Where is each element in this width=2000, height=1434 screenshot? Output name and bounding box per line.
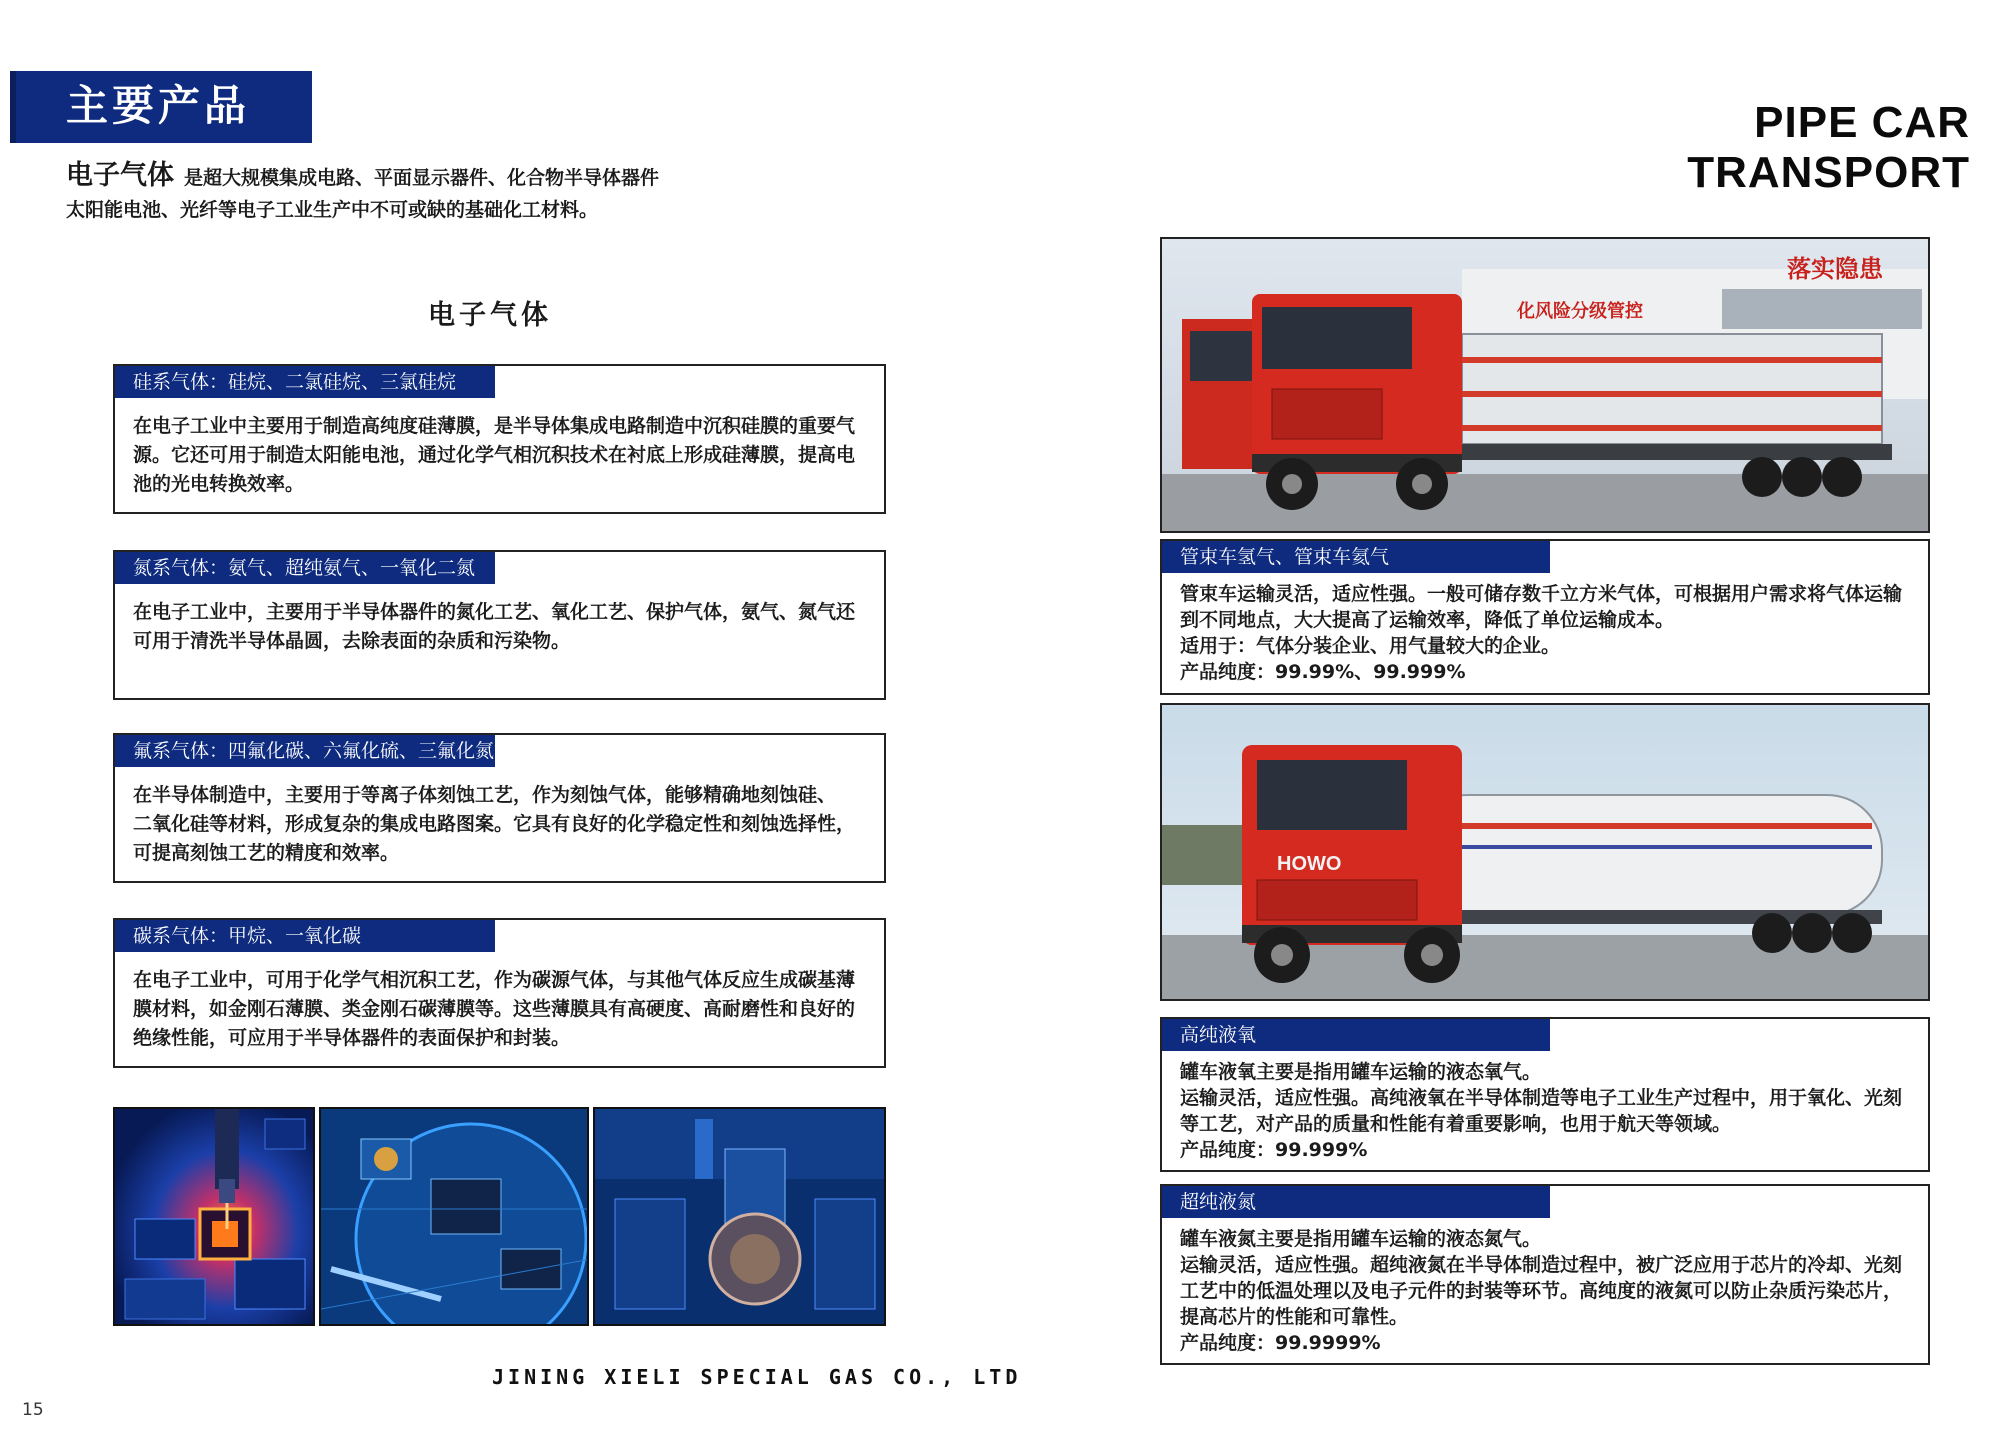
gas-box-body <box>133 598 866 656</box>
gas-line: 在半导体制造中，主要用于等离子体刻蚀工艺，作为刻蚀气体，能够精确地刻蚀硅、 <box>133 784 837 806</box>
en-page-title: PIPE CAR TRANSPORT <box>1687 98 1970 197</box>
gas-line: 在电子工业中主要用于制造高纯度硅薄膜，是半导体集成电路制造中沉积硅膜的重要气 <box>133 415 856 437</box>
info-line: 产品纯度：99.99%、99.999% <box>1180 661 1466 683</box>
info-box-title: 管束车氢气、管束车氦气 <box>1162 541 1550 573</box>
gas-line: 可用于清洗半导体晶圆，去除表面的杂质和污染物。 <box>133 630 571 652</box>
gas-line: 池的光电转换效率。 <box>133 473 305 495</box>
gas-box-body <box>133 781 866 868</box>
info-line: 适用于：气体分装企业、用气量较大的企业。 <box>1180 635 1561 657</box>
info-box-body <box>1180 1226 1910 1356</box>
section-title: 主要产品 <box>66 81 251 130</box>
gas-box-fluorine <box>113 733 886 883</box>
intro-text <box>66 160 806 226</box>
intro-line-1: 是超大规模集成电路、平面显示器件、化合物半导体器件 <box>184 167 660 189</box>
gas-box-body <box>133 966 866 1053</box>
cab-brand-text: HOWO <box>1277 853 1342 875</box>
circuit-board-photo <box>319 1107 589 1326</box>
tube-trailer-truck-photo <box>1160 237 1930 533</box>
gas-box-title: 碳系气体：甲烷、一氧化碳 <box>115 920 495 952</box>
info-box-title: 超纯液氮 <box>1162 1186 1550 1218</box>
center-title: 电子气体 <box>428 300 552 331</box>
gas-box-title: 氮系气体：氨气、超纯氨气、一氧化二氮 <box>115 552 495 584</box>
info-line: 产品纯度：99.9999% <box>1180 1332 1381 1354</box>
gas-box-silicon <box>113 364 886 514</box>
intro-lead: 电子气体 <box>66 160 174 191</box>
building-banner: 化风险分级管控 <box>1517 301 1643 322</box>
info-line: 运输灵活，适应性强。超纯液氮在半导体制造过程中，被广泛应用于芯片的冷却、光刻 <box>1180 1254 1903 1276</box>
lab-equipment-photo <box>593 1107 886 1326</box>
info-box-tube-trailer <box>1160 539 1930 695</box>
building-slogan: 落实隐患 <box>1787 255 1883 283</box>
info-line: 到不同地点，大大提高了运输效率，降低了单位运输成本。 <box>1180 609 1675 631</box>
footer-company: JINING XIELI SPECIAL GAS CO., LTD <box>492 1365 1022 1389</box>
info-line: 罐车液氧主要是指用罐车运输的液态氧气。 <box>1180 1061 1542 1083</box>
info-box-liquid-nitrogen <box>1160 1184 1930 1365</box>
info-line: 产品纯度：99.999% <box>1180 1139 1368 1161</box>
info-box-liquid-oxygen <box>1160 1017 1930 1172</box>
gas-box-title: 硅系气体：硅烷、二氯硅烷、三氯硅烷 <box>115 366 495 398</box>
gas-line: 二氧化硅等材料，形成复杂的集成电路图案。它具有良好的化学稳定性和刻蚀选择性， <box>133 813 856 835</box>
gas-box-nitrogen <box>113 550 886 700</box>
info-line: 运输灵活，适应性强。高纯液氧在半导体制造等电子工业生产过程中，用于氧化、光刻 <box>1180 1087 1903 1109</box>
intro-line-2: 太阳能电池、光纤等电子工业生产中不可或缺的基础化工材料。 <box>66 199 599 221</box>
gas-box-carbon <box>113 918 886 1068</box>
gas-line: 在电子工业中，主要用于半导体器件的氮化工艺、氧化工艺、保护气体，氨气、氮气还 <box>133 601 856 623</box>
gas-line: 绝缘性能，可应用于半导体器件的表面保护和封装。 <box>133 1027 571 1049</box>
page-number: 15 <box>22 1400 44 1420</box>
gas-line: 源。它还可用于制造太阳能电池，通过化学气相沉积技术在衬底上形成硅薄膜，提高电 <box>133 444 856 466</box>
gas-line: 可提高刻蚀工艺的精度和效率。 <box>133 842 400 864</box>
gas-line: 膜材料，如金刚石薄膜、类金刚石碳薄膜等。这些薄膜具有高硬度、高耐磨性和良好的 <box>133 998 856 1020</box>
gas-box-body <box>133 412 866 499</box>
info-line: 管束车运输灵活，适应性强。一般可储存数千立方米气体，可根据用户需求将气体运输 <box>1180 583 1903 605</box>
info-line: 罐车液氮主要是指用罐车运输的液态氮气。 <box>1180 1228 1542 1250</box>
chip-laser-photo <box>113 1107 315 1326</box>
info-line: 工艺中的低温处理以及电子元件的封装等环节。高纯度的液氮可以防止杂质污染芯片， <box>1180 1280 1903 1302</box>
info-line: 提高芯片的性能和可靠性。 <box>1180 1306 1409 1328</box>
info-box-title: 高纯液氧 <box>1162 1019 1550 1051</box>
gas-box-title: 氟系气体：四氟化碳、六氟化硫、三氟化氮 <box>115 735 495 767</box>
info-line: 等工艺，对产品的质量和性能有着重要影响，也用于航天等领域。 <box>1180 1113 1732 1135</box>
gas-line: 在电子工业中，可用于化学气相沉积工艺，作为碳源气体，与其他气体反应生成碳基薄 <box>133 969 856 991</box>
cryogenic-tanker-truck-photo <box>1160 703 1930 1001</box>
info-box-body <box>1180 1059 1910 1163</box>
info-box-body <box>1180 581 1910 685</box>
